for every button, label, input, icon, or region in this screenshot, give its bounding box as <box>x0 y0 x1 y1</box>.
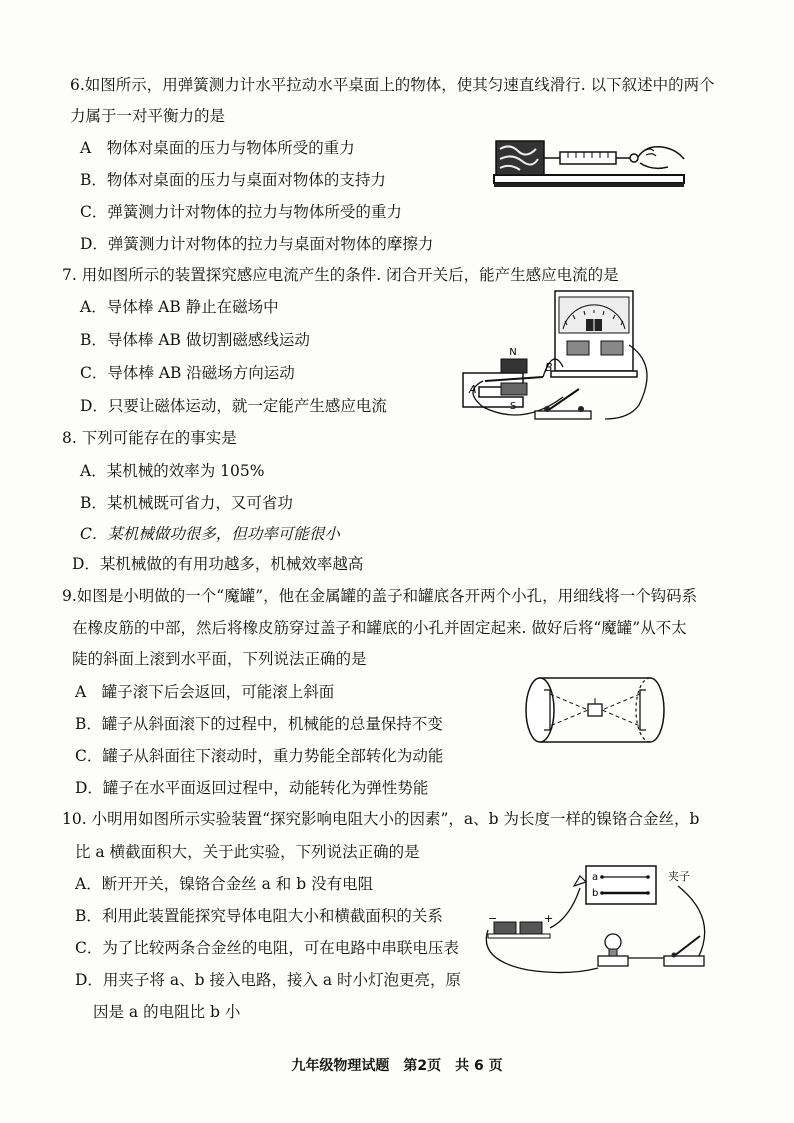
q10-option-d-line1: D．用夹子将 a、b 接入电路，接入 a 时小灯泡更亮，原 <box>75 971 462 989</box>
battery-plus-label: + <box>544 912 554 925</box>
magic-can-figure <box>522 670 672 750</box>
wire-a-label: a <box>592 872 599 883</box>
q6-option-b: B．物体对桌面的压力与桌面对物体的支持力 <box>80 171 386 189</box>
q10-option-d-line2: 因是 a 的电阻比 b 小 <box>93 1003 241 1021</box>
q7-option-d: D．只要让磁体运动，就一定能产生感应电流 <box>80 397 387 415</box>
q9-stem-line1: 9.如图是小明做的一个“魔罐”，他在金属罐的盖子和罐底各开两个小孔，用细线将一个钩码系 <box>62 587 698 605</box>
clip-label: 夹子 <box>668 870 690 883</box>
q9-option-a: A 罐子滚下后会返回，可能滚上斜面 <box>75 683 335 701</box>
spring-scale-figure <box>490 135 690 195</box>
q7-option-a: A．导体棒 AB 静止在磁场中 <box>80 298 279 316</box>
battery-minus-label: − <box>488 912 498 925</box>
q8-option-c: C．某机械做功很多，但功率可能很小 <box>80 525 340 543</box>
conductor-b-label: B <box>545 361 553 374</box>
q9-stem-line2: 在橡皮筋的中部，然后将橡皮筋穿过盖子和罐底的小孔并固定起来. 做好后将“魔罐”从不太 <box>72 619 687 637</box>
q9-option-b: B．罐子从斜面滚下的过程中，机械能的总量保持不变 <box>75 715 443 733</box>
q8-option-a: A．某机械的效率为 105% <box>80 462 265 480</box>
q10-stem-line2: 比 a 横截面积大，关于此实验，下列说法正确的是 <box>75 843 420 861</box>
q8-stem: 8. 下列可能存在的事实是 <box>62 429 237 447</box>
induction-apparatus-figure <box>455 285 655 430</box>
q6-stem-line1: 6.如图所示，用弹簧测力计水平拉动水平桌面上的物体，使其匀速直线滑行. 以下叙述中的两个 <box>70 76 715 94</box>
q8-option-b: B．某机械既可省力，又可省功 <box>80 494 293 512</box>
q10-option-b: B．利用此装置能探究导体电阻大小和横截面积的关系 <box>75 907 443 925</box>
q7-stem: 7. 用如图所示的装置探究感应电流产生的条件. 闭合开关后，能产生感应电流的是 <box>62 266 619 284</box>
q6-option-d: D．弹簧测力计对物体的拉力与桌面对物体的摩擦力 <box>80 235 434 253</box>
q7-option-c: C．导体棒 AB 沿磁场方向运动 <box>80 364 295 382</box>
conductor-a-label: A <box>469 383 477 396</box>
q9-option-c: C．罐子从斜面往下滚动时，重力势能全部转化为动能 <box>75 747 444 765</box>
wire-b-label: b <box>592 888 599 899</box>
q7-option-b: B．导体棒 AB 做切割磁感线运动 <box>80 331 310 349</box>
q9-option-d: D．罐子在水平面返回过程中，动能转化为弹性势能 <box>75 779 429 797</box>
q10-stem-line1: 10. 小明用如图所示实验装置“探究影响电阻大小的因素”，a、b 为长度一样的镍铬合金丝，b <box>62 810 700 828</box>
page-footer: 九年级物理试题 第2页 共 6 页 <box>291 1058 503 1074</box>
q10-option-a: A．断开开关，镍铬合金丝 a 和 b 没有电阻 <box>75 875 374 893</box>
q9-stem-line3: 陡的斜面上滚到水平面，下列说法正确的是 <box>72 650 367 668</box>
q8-option-d: D．某机械做的有用功越多，机械效率越高 <box>72 555 364 573</box>
magnet-s-label: S <box>509 401 517 412</box>
q6-option-a: A 物体对桌面的压力与物体所受的重力 <box>80 139 355 157</box>
q6-option-c: C．弹簧测力计对物体的拉力与物体所受的重力 <box>80 203 402 221</box>
resistance-circuit-figure <box>478 858 718 983</box>
q6-stem-line2: 力属于一对平衡力的是 <box>70 107 226 125</box>
magnet-n-label: N <box>509 347 517 358</box>
q10-option-c: C．为了比较两条合金丝的电阻，可在电路中串联电压表 <box>75 939 459 957</box>
